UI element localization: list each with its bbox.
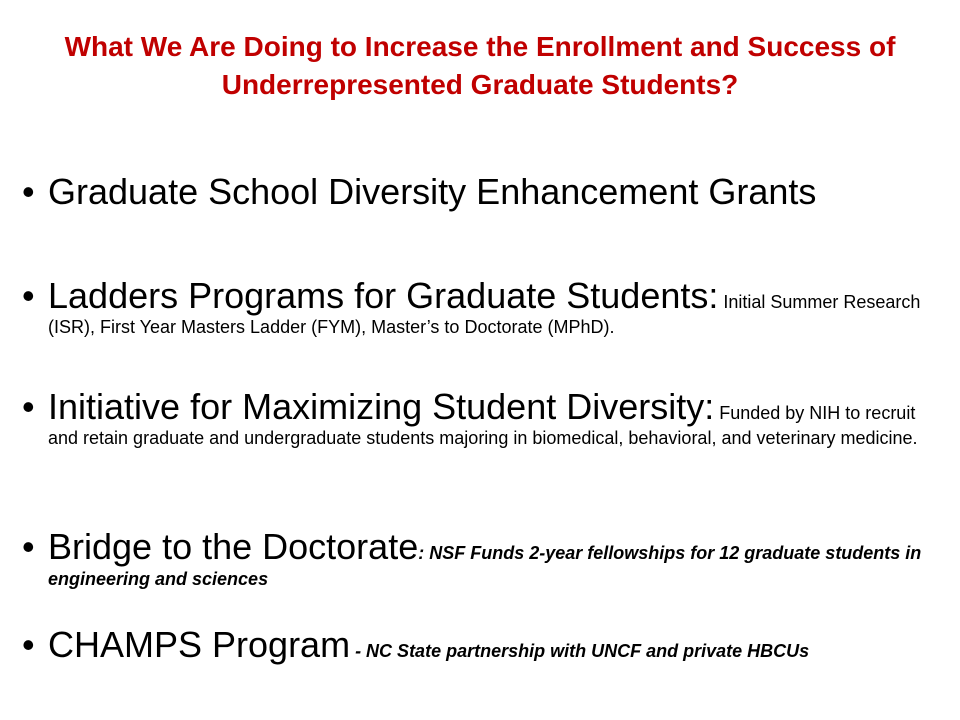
bullet-bridge-doctorate — [22, 527, 940, 591]
bullet-heading: Bridge to the Doctorate — [48, 526, 419, 567]
bullet-detail: Funded by NIH to recruit and retain graduate and undergraduate students majoring in biomedical, behavioral, and veterinary medicine. — [48, 403, 918, 448]
bullet-diversity-grants — [22, 172, 940, 212]
bullet-detail: : NSF Funds 2-year fellowships for 12 graduate students in engineering and sciences — [48, 543, 922, 589]
bullet-heading: Initiative for Maximizing Student Diversity: — [48, 386, 715, 427]
bullet-ladders-programs — [22, 276, 940, 338]
bullet-marker: • — [22, 386, 35, 427]
bullet-heading: Graduate School Diversity Enhancement Grants — [48, 171, 817, 212]
bullet-imsd-initiative — [22, 387, 940, 449]
bullet-marker: • — [22, 624, 35, 665]
bullet-marker: • — [22, 275, 35, 316]
slide-title: What We Are Doing to Increase the Enrollment and Success of Underrepresented Graduate Students? — [64, 31, 896, 100]
bullet-champs-program — [22, 625, 940, 665]
bullet-detail: - NC State partnership with UNCF and private HBCUs — [350, 641, 810, 661]
bullet-heading: CHAMPS Program — [48, 624, 351, 665]
bullet-heading: Ladders Programs for Graduate Students: — [48, 275, 719, 316]
bullet-detail: Initial Summer Research (ISR), First Year Masters Ladder (FYM), Master’s to Doctorate (MPhD). — [48, 292, 921, 337]
bullet-marker: • — [22, 171, 35, 212]
bullet-marker: • — [22, 526, 35, 567]
